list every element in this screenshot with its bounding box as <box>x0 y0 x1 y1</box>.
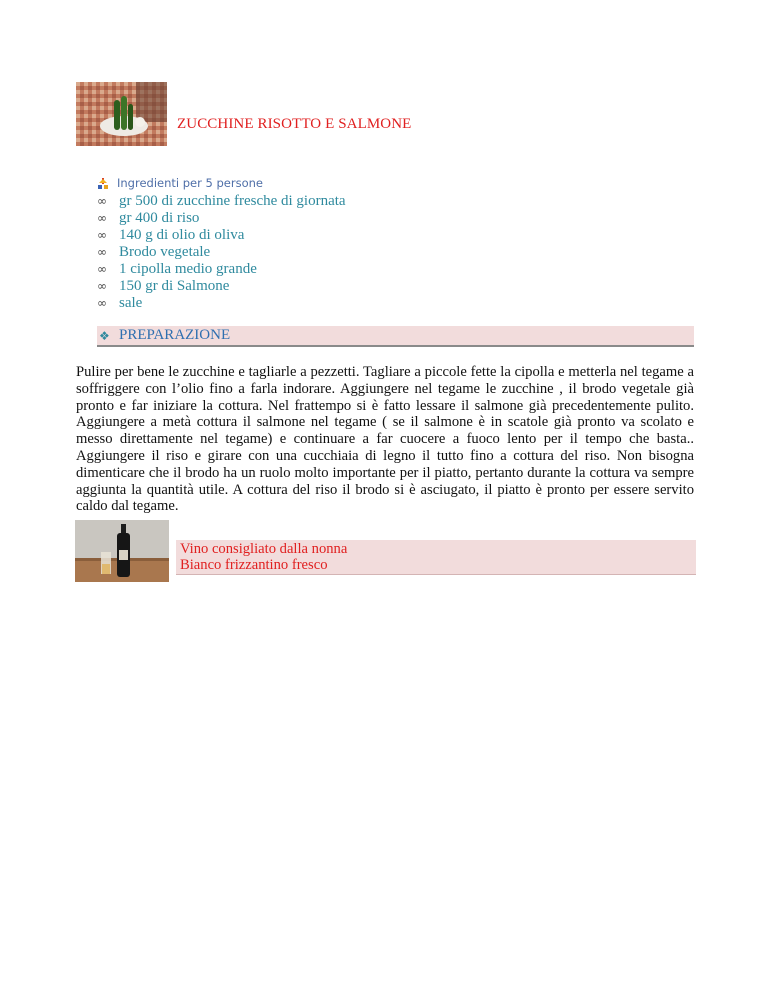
list-item: ∞ 1 cipolla medio grande <box>97 261 257 277</box>
wine-suggestion-title: Vino consigliato dalla nonna <box>180 541 348 557</box>
list-item: ∞ 140 g di olio di oliva <box>97 227 245 243</box>
preparation-text: Pulire per bene le zucchine e tagliarle a pezzetti. Tagliare a piccole fette la cipolla e metterla nel tegame a soffriggere con l’olio fino a farla indorare. Aggiungere nel tegame le zucchine , il brodo vegetale già pronto e far iniziare la cottura. Nel frattempo si è fatto lessare il salmone già precedentemente pulito. Aggiungere a metà cottura il salmone nel tegame ( se il salmone è in scatole già pronto va scolato e messo direttamente nel tegame) e continuare a far cuocere a fuoco lento per il tempo che basta.. Aggiungere il riso e girare con una cucchiaia di legno il tutto fino a cottura del riso. Non bisogna dimenticare che il brodo ha un ruolo molto importante per il piatto, pertanto durante la cottura va sempre aggiunta la quantità utile. A cottura del riso il brodo si è asciugato, il piatto è pronto per essere servito caldo dal tegame. <box>76 364 694 515</box>
wine-suggestion-value: Bianco frizzantino fresco <box>180 557 328 573</box>
ingredients-header <box>97 176 263 190</box>
wine-suggestion-box <box>176 540 696 575</box>
infinity-icon: ∞ <box>97 279 107 293</box>
diamond-star-icon: ❖ <box>99 328 110 343</box>
preparation-header <box>97 326 694 347</box>
list-item: ∞ Brodo vegetale <box>97 244 211 260</box>
zucchine-photo <box>76 82 167 146</box>
infinity-icon: ∞ <box>97 194 107 208</box>
infinity-icon: ∞ <box>97 262 107 276</box>
infinity-icon: ∞ <box>97 228 107 242</box>
infinity-icon: ∞ <box>97 211 107 225</box>
recipe-title: ZUCCHINE RISOTTO E SALMONE <box>177 116 412 132</box>
infinity-icon: ∞ <box>97 245 107 259</box>
list-item: ∞ gr 400 di riso <box>97 210 200 226</box>
list-item: ∞ sale <box>97 295 143 311</box>
colored-arrow-icon <box>97 177 109 189</box>
ingredients-header-label: Ingredienti per 5 persone <box>117 176 263 190</box>
list-item: ∞ gr 500 di zucchine fresche di giornata <box>97 193 346 209</box>
infinity-icon: ∞ <box>97 296 107 310</box>
ingredients-list <box>97 193 346 312</box>
wine-photo <box>75 520 169 582</box>
preparation-label: PREPARAZIONE <box>119 327 231 343</box>
list-item: ∞ 150 gr di Salmone <box>97 278 230 294</box>
